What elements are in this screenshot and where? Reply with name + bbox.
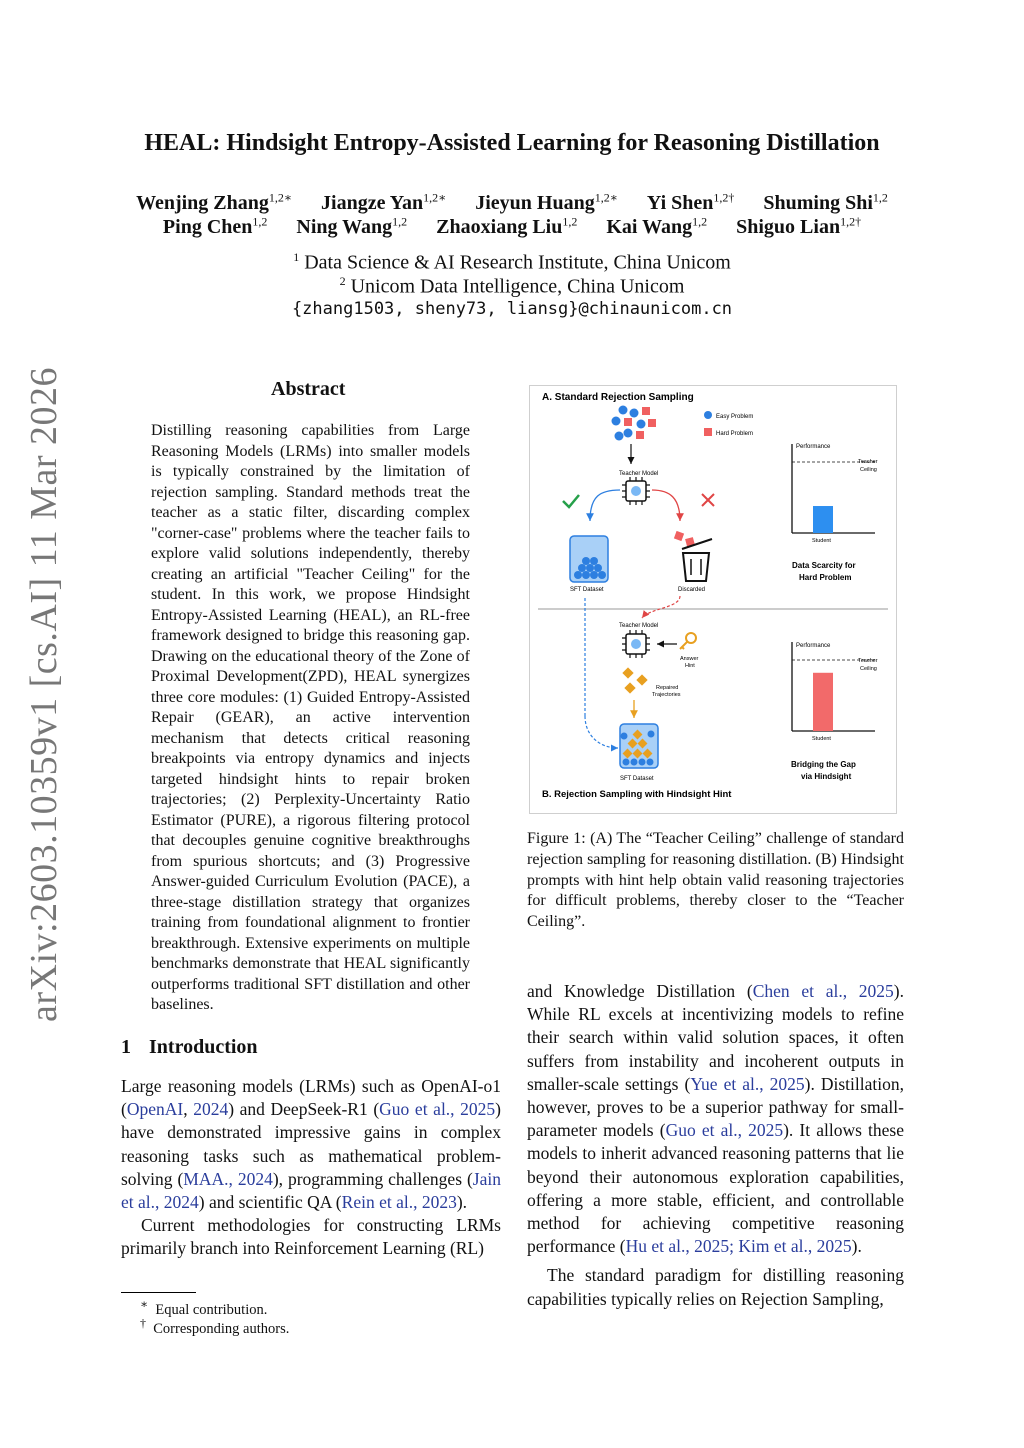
svg-text:Ceiling: Ceiling (860, 467, 877, 473)
svg-text:Bridging the Gap: Bridging the Gap (791, 760, 856, 769)
figure-caption: Figure 1: (A) The “Teacher Ceiling” challenge of standard rejection sampling for reasoning distillation. (B) Hindsight prompts with hint help obtain valid reasoning trajectories for difficult problems, thereby closer to the “Teacher Ceiling”. (527, 830, 904, 931)
svg-text:Repaired: Repaired (656, 685, 679, 691)
svg-text:Student: Student (812, 736, 831, 742)
intro-paragraph-1: Large reasoning models (LRMs) such as OpenAI-o1 (OpenAI, 2024) and DeepSeek-R1 (Guo et al., 2025) have demonstrated impressive gains in complex reasoning tasks such as mathematical problem-solving (MAA., 2024), programming challenges (Jain et al., 2024) and scientific QA (Rein et al., 2023). (121, 1076, 501, 1213)
left-column (121, 1075, 501, 1261)
affiliation-2: $^2$ Unicom Data Intelligence, China Unicom (339, 274, 685, 298)
svg-text:SFT Dataset: SFT Dataset (570, 587, 604, 593)
citation-link[interactable]: Hu et al., 2025; Kim et al., 2025 (625, 1236, 852, 1257)
svg-text:Ceiling: Ceiling (860, 666, 877, 672)
student-bar-a (813, 506, 833, 533)
paper-title: HEAL: Hindsight Entropy-Assisted Learning for Reasoning Distillation (144, 130, 880, 156)
svg-text:via Hindsight: via Hindsight (801, 772, 852, 781)
citation-link[interactable]: OpenAI (126, 1099, 184, 1120)
footnote-2: † Corresponding authors. (140, 1316, 290, 1337)
author: Jieyun Huang$^{1,2∗}$ (475, 190, 618, 214)
sft-dataset-icon (570, 536, 608, 582)
cross-icon (702, 494, 714, 506)
citation-link[interactable]: MAA., 2024 (183, 1168, 273, 1189)
author-row-1 (0, 190, 1024, 215)
author: Zhaoxiang Liu$^{1,2}$ (436, 214, 578, 238)
svg-text:Answer: Answer (680, 656, 699, 662)
svg-text:Easy Problem: Easy Problem (716, 414, 754, 420)
check-icon (563, 495, 579, 507)
svg-text:Performance: Performance (796, 643, 831, 649)
section-heading: 1 Introduction (121, 1036, 258, 1058)
author: Wenjing Zhang$^{1,2∗}$ (136, 190, 293, 214)
author: Ping Chen$^{1,2}$ (162, 214, 268, 238)
panel-b-title: B. Rejection Sampling with Hindsight Hint (542, 789, 732, 800)
abstract-heading: Abstract (271, 378, 346, 400)
sft-dataset-icon (620, 724, 658, 768)
svg-text:Discarded: Discarded (678, 587, 706, 593)
repaired-trajectories-icon (622, 667, 647, 693)
svg-text:Student: Student (812, 538, 831, 544)
intro-paragraph-2: Current methodologies for constructing LRMs primarily branch into Reinforcement Learning (RL) (121, 1215, 501, 1259)
intro-paragraph-3: and Knowledge Distillation (Chen et al., 2025). While RL excels at incentivizing models to refine their search within valid solution spaces, it often suffers from instability and incoherent outputs in smaller-scale settings (Yue et al., 2025). Distillation, however, proves to be a superior pathway for small-parameter models (Guo et al., 2025). It allows these models to inherit advanced reasoning patterns that lie beyond their autonomous exploration capabilities, offering a more stable, efficient, and controllable method for achieving competitive reasoning performance (Hu et al., 2025; Kim et al., 2025). (527, 981, 904, 1257)
affiliation-1: $^1$ Data Science & AI Research Institute, China Unicom (293, 250, 731, 274)
arxiv-identifier: arXiv:2603.10359v1 [cs.AI] 11 Mar 2026 (23, 366, 65, 1022)
author: Kai Wang$^{1,2}$ (606, 214, 708, 238)
contact-email[interactable]: {zhang1503, sheny73, liansg}@chinaunicom.cn (291, 299, 733, 319)
author: Yi Shen$^{1,2\dagger}$ (646, 190, 735, 214)
figure-1 (529, 385, 897, 814)
author: Shiguo Lian$^{1,2\dagger}$ (736, 214, 862, 238)
intro-paragraph-4: The standard paradigm for distilling reasoning capabilities typically relies on Rejection Sampling, (527, 1265, 904, 1309)
teacher-model-icon (622, 630, 650, 658)
svg-text:Teacher Model: Teacher Model (619, 471, 659, 477)
author: Shuming Shi$^{1,2}$ (763, 190, 888, 214)
svg-text:Hard Problem: Hard Problem (799, 573, 852, 582)
teacher-model-icon (622, 477, 650, 505)
citation-link[interactable]: Guo et al., 2025 (379, 1099, 496, 1120)
author: Jiangze Yan$^{1,2∗}$ (321, 190, 447, 214)
svg-text:SFT Dataset: SFT Dataset (620, 776, 654, 782)
svg-text:Hard Problem: Hard Problem (716, 431, 754, 437)
right-column (527, 980, 904, 1311)
svg-text:Data Scarcity for: Data Scarcity for (792, 561, 856, 570)
svg-text:Trajectories: Trajectories (652, 692, 681, 698)
problem-cluster-icon (612, 406, 657, 441)
citation-link[interactable]: Chen et al., 2025 (752, 981, 894, 1001)
figure-1-diagram (530, 386, 896, 813)
svg-text:Performance: Performance (796, 444, 831, 450)
footnote-rule (121, 1292, 196, 1293)
svg-text:Hint: Hint (685, 663, 695, 669)
svg-text:Teacher: Teacher (858, 459, 878, 465)
citation-link[interactable]: Jain et al., 2024 (121, 1168, 501, 1213)
citation-link[interactable]: 2024 (193, 1099, 229, 1120)
performance-chart-b (791, 642, 878, 781)
citation-link[interactable]: Guo et al., 2025 (665, 1120, 784, 1141)
abstract-text: Distilling reasoning capabilities from Large Reasoning Models (LRMs) into smaller models is typically constrained by the limitation of rejection sampling. Standard methods treat the teacher as a static filter, discarding complex "corner-case" problems where the teacher fails to explore valid solutions independently, thereby creating an artificial "Teacher Ceiling" for the student. In this work, we propose Hindsight Entropy-Assisted Learning (HEAL), an RL-free framework designed to bridge this reasoning gap. Drawing on the educational theory of the Zone of Proximal Development(ZPD), HEAL synergizes three core modules: (1) Guided Entropy-Assisted Repair (GEAR), an active intervention mechanism that detects critical reasoning breakpoints via entropy dynamics and injects targeted hindsight hints to repair broken trajectories; (2) Perplexity-Uncertainty Ratio Estimator (PURE), a rigorous filtering protocol that decouples genuine cognitive breakthroughs from spurious shortcuts; and (3) Progressive Answer-guided Curriculum Evolution (PACE), a three-stage distillation strategy that organizes training from foundational alignment to frontier breakthrough. Extensive experiments on multiple benchmarks demonstrate that HEAL significantly outperforms traditional SFT distillation and other baselines. (151, 422, 470, 1013)
author-row-2 (0, 214, 1024, 239)
trash-icon (674, 531, 712, 581)
citation-link[interactable]: Rein et al., 2023 (341, 1192, 457, 1213)
svg-text:Teacher: Teacher (858, 658, 878, 664)
key-icon (680, 633, 696, 649)
easy-problem-icon (704, 411, 712, 419)
panel-a-title: A. Standard Rejection Sampling (542, 392, 694, 403)
author: Ning Wang$^{1,2}$ (296, 214, 408, 238)
citation-link[interactable]: Yue et al., 2025 (690, 1073, 805, 1094)
svg-text:Teacher Model: Teacher Model (619, 623, 659, 629)
performance-chart-a (792, 444, 878, 582)
hard-problem-icon (704, 428, 712, 436)
footnote-1: ∗ Equal contribution. (140, 1297, 268, 1318)
student-bar-b (813, 673, 833, 731)
